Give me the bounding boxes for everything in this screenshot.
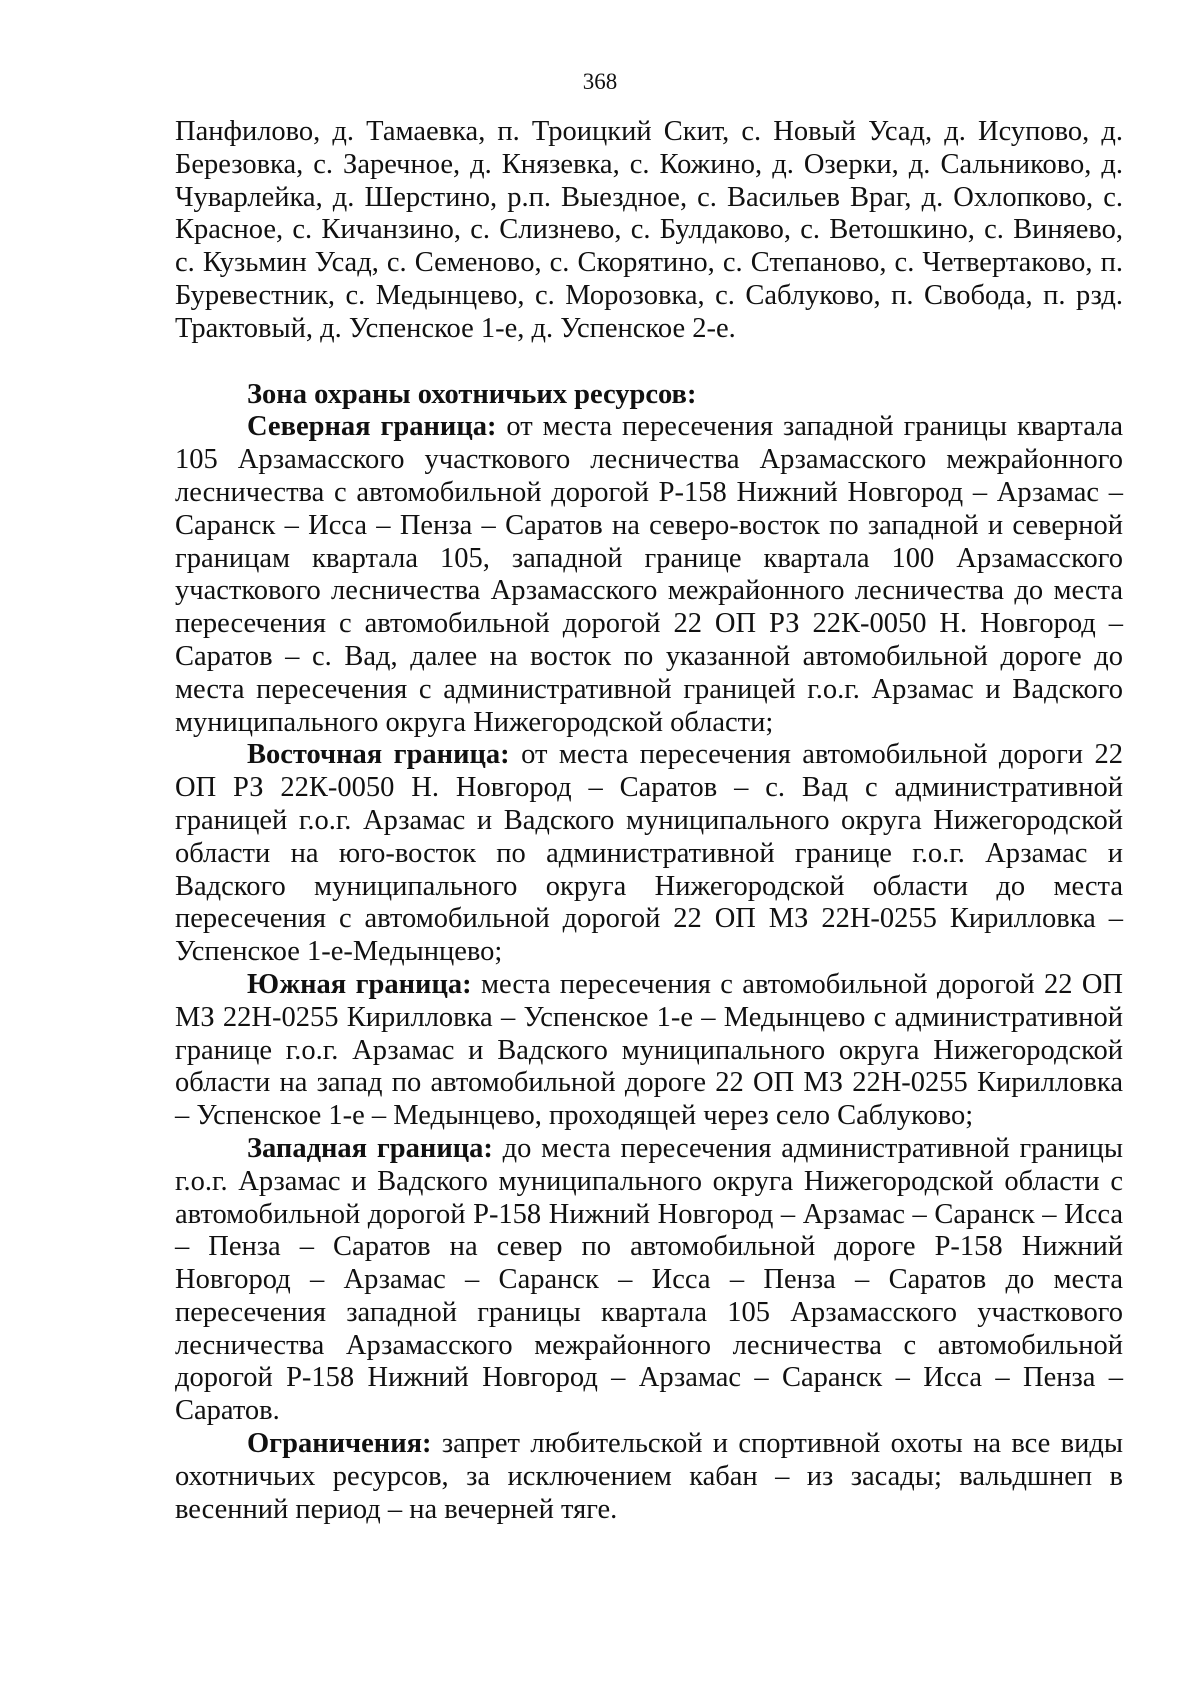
restrictions-label: Ограничения: — [247, 1428, 432, 1460]
north-border-paragraph — [175, 411, 1123, 739]
page-number: 368 — [582, 69, 618, 94]
east-border-text: от места пересечения автомобильной дороги 22 ОП РЗ 22К-0050 Н. Новгород – Саратов – с. Вад с административной границей г.о.г. Арзамас и Вадского муниципального округа Нижегородской области на юго-восток по административной границе г.о.г. Арзамас и Вадского муниципального округа Нижегородской области до места пересечения с автомобильной дорогой 22 ОП МЗ 22Н-0255 Кирилловка – Успенское 1-е-Медынцево; — [175, 739, 1123, 968]
restrictions-text: запрет любительской и спортивной охоты на все виды охотничьих ресурсов, за исключением кабан – из засады; вальдшнеп в весенний период – на вечерней тяге. — [175, 1428, 1123, 1525]
west-border-paragraph — [175, 1133, 1123, 1428]
south-border-label: Южная граница: — [247, 968, 472, 1000]
east-border-label: Восточная граница: — [247, 739, 510, 771]
east-border-paragraph — [175, 739, 1123, 969]
zone-heading: Зона охраны охотничьих ресурсов: — [247, 378, 697, 410]
south-border-paragraph — [175, 969, 1123, 1133]
west-border-label: Западная граница: — [247, 1132, 493, 1164]
document-body — [175, 116, 1123, 1526]
south-border-text: места пересечения с автомобильной дорогой 22 ОП МЗ 22Н-0255 Кирилловка – Успенское 1-е – Медынцево с административной границе г.о.г. Арзамас и Вадского муниципального округа Нижегородской области на запад по автомобильной дороге 22 ОП МЗ 22Н-0255 Кирилловка – Успенское 1-е – Медынцево, проходящей через село Саблуково; — [175, 968, 1124, 1132]
west-border-text: до места пересечения административной границы г.о.г. Арзамас и Вадского муниципального округа Нижегородской области с автомобильной дорогой Р-158 Нижний Новгород – Арзамас – Саранск – Исса – Пенза – Саратов на север по автомобильной дороге Р-158 Нижний Новгород – Арзамас – Саранск – Исса – Пенза – Саратов до места пересечения западной границы квартала 105 Арзамасского участкового лесничества Арзамасского межрайонного лесничества с автомобильной дорогой Р-158 Нижний Новгород – Арзамас – Саранск – Исса – Пенза – Саратов. — [175, 1132, 1123, 1427]
north-border-label: Северная граница: — [247, 411, 497, 443]
north-border-text: от места пересечения западной границы квартала 105 Арзамасского участкового лесничества Арзамасского межрайонного лесничества с автомобильной дорогой Р-158 Нижний Новгород – Арзамас – Саранск – Исса – Пенза – Саратов на северо-восток по западной и северной границам квартала 105, западной границе квартала 100 Арзамасского участкового лесничества Арзамасского межрайонного лесничества до места пересечения с автомобильной дорогой 22 ОП РЗ 22К-0050 Н. Новгород – Саратов – с. Вад, далее на восток по указанной автомобильной дороге до места пересечения с административной границей г.о.г. Арзамас и Вадского муниципального округа Нижегородской области; — [175, 411, 1124, 738]
restrictions-paragraph — [175, 1428, 1123, 1526]
intro-paragraph: Панфилово, д. Тамаевка, п. Троицкий Скит, с. Новый Усад, д. Исупово, д. Березовка, с. Заречное, д. Князевка, с. Кожино, д. Озерки, д. Сальниково, д. Чуварлейка, д. Шерстино, р.п. Выездное, с. Васильев Враг, д. Охлопково, с. Красное, с. Кичанзино, с. Слизнево, с. Булдаково, с. Ветошкино, с. Виняево, с. Кузьмин Усад, с. Семеново, с. Скорятино, с. Степаново, с. Четвертаково, п. Буревестник, с. Медынцево, с. Морозовка, с. Саблуково, п. Свобода, п. рзд. Трактовый, д. Успенское 1-е, д. Успенское 2-е. — [175, 116, 1123, 344]
